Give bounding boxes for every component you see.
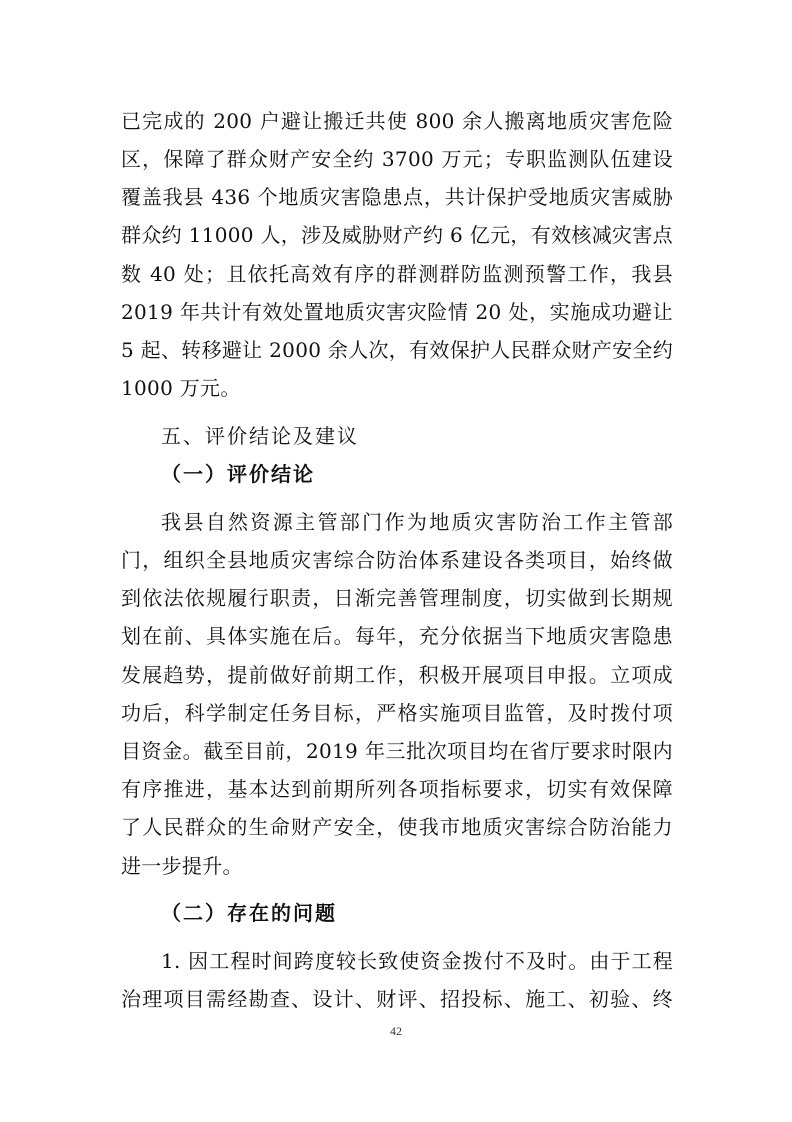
- body-text-line: 我县自然资源主管部门作为地质灾害防治工作主管部: [161, 510, 673, 534]
- section-heading: 五、评价结论及建议: [161, 424, 359, 448]
- body-text-line: 2019 年共计有效处置地质灾害灾险情 20 处，实施成功避让: [121, 300, 673, 324]
- body-text-line: 发展趋势，提前做好前期工作，积极开展项目申报。立项成: [121, 663, 673, 687]
- body-text-line: 数 40 处；且依托高效有序的群测群防监测预警工作，我县: [121, 262, 673, 286]
- body-text-line: 划在前、具体实施在后。每年，充分依据当下地质灾害隐患: [121, 624, 673, 648]
- body-text-line: 目资金。截至目前，2019 年三批次项目均在省厅要求时限内: [121, 739, 673, 763]
- body-text-line: 有序推进，基本达到前期所列各项指标要求，切实有效保障: [121, 777, 673, 801]
- body-text-line: 1. 因工程时间跨度较长致使资金拨付不及时。由于工程: [161, 949, 673, 973]
- subsection-heading: （二）存在的问题: [161, 901, 337, 925]
- body-text-line: 1000 万元。: [121, 376, 241, 400]
- body-text-line: 5 起、转移避让 2000 余人次，有效保护人民群众财产安全约: [121, 338, 673, 362]
- body-text-line: 已完成的 200 户避让搬迁共使 800 余人搬离地质灾害危险: [121, 109, 673, 133]
- subsection-heading: （一）评价结论: [161, 462, 315, 486]
- body-text-line: 治理项目需经勘查、设计、财评、招投标、施工、初验、终: [121, 987, 673, 1011]
- body-text-line: 门，组织全县地质灾害综合防治体系建设各类项目，始终做: [121, 548, 673, 572]
- body-text-line: 到依法依规履行职责，日渐完善管理制度，切实做到长期规: [121, 586, 673, 610]
- body-text-line: 功后，科学制定任务目标，严格实施项目监管，及时拨付项: [121, 701, 673, 725]
- body-text-line: 进一步提升。: [121, 854, 243, 878]
- body-text-line: 覆盖我县 436 个地质灾害隐患点，共计保护受地质灾害威胁: [121, 185, 673, 209]
- page-number: 42: [390, 1024, 402, 1038]
- body-text-line: 群众约 11000 人，涉及威胁财产约 6 亿元，有效核减灾害点: [121, 223, 673, 247]
- body-text-line: 了人民群众的生命财产安全，使我市地质灾害综合防治能力: [121, 815, 673, 839]
- body-text-line: 区，保障了群众财产安全约 3700 万元；专职监测队伍建设: [121, 147, 673, 171]
